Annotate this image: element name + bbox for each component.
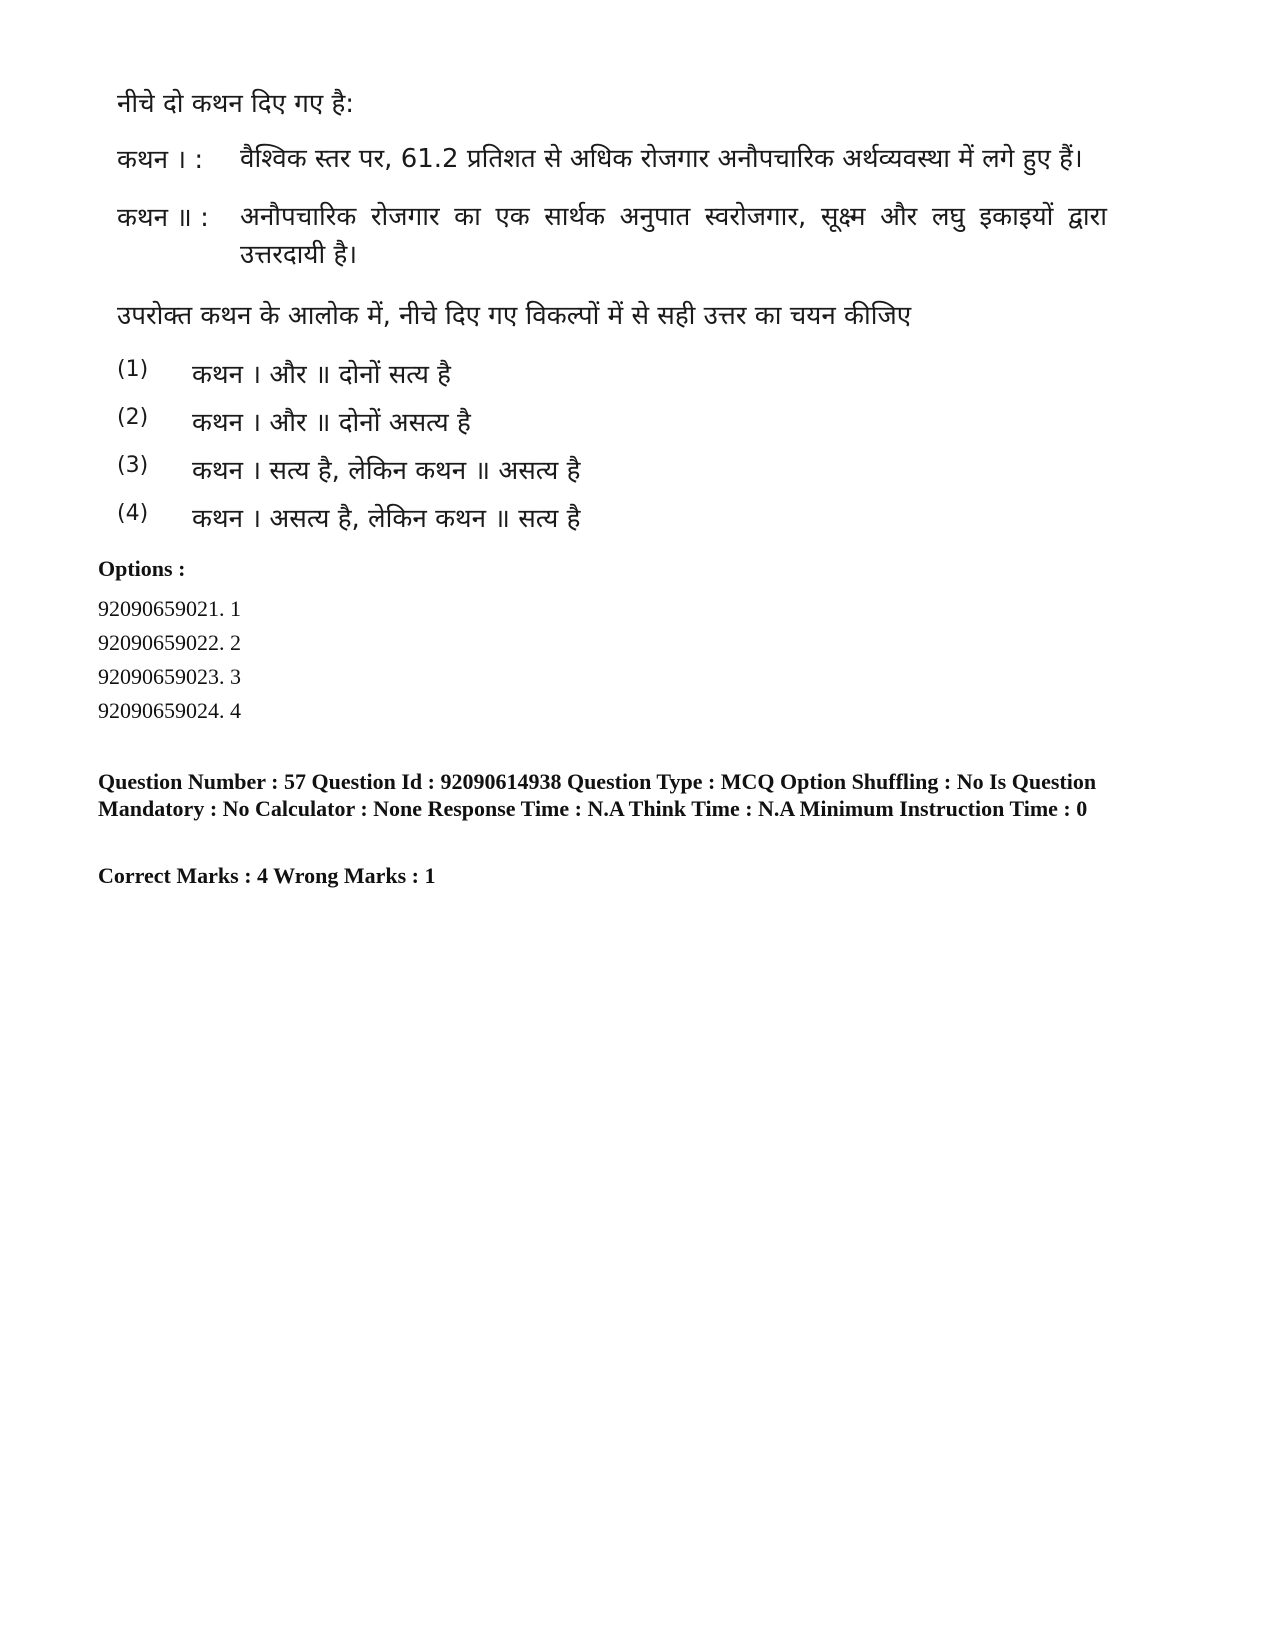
statement-1-text: वैश्विक स्तर पर, 61.2 प्रतिशत से अधिक रोजगार अनौपचारिक अर्थव्यवस्था में लगे हुए हैं। [240, 144, 1083, 174]
choice-4-text: कथन । असत्य है, लेकिन कथन ॥ सत्य है [192, 504, 581, 534]
choice-1-text: कथन । और ॥ दोनों सत्य है [192, 360, 451, 390]
option-item: 92090659021. 1 [98, 596, 241, 621]
question-intro: नीचे दो कथन दिए गए है: [117, 89, 355, 119]
option-item: 92090659024. 4 [98, 698, 241, 723]
option-item: 92090659023. 3 [98, 664, 241, 689]
choice-4-number: (4) [117, 501, 149, 526]
question-prompt: उपरोक्त कथन के आलोक में, नीचे दिए गए विकल्पों में से सही उत्तर का चयन कीजिए [117, 301, 912, 331]
choice-3-number: (3) [117, 453, 149, 478]
statement-2-label: कथन ॥ : [117, 203, 209, 233]
statement-1-label: कथन । : [117, 145, 204, 175]
choice-2-text: कथन । और ॥ दोनों असत्य है [192, 408, 471, 438]
marks-info: Correct Marks : 4 Wrong Marks : 1 [98, 863, 436, 888]
option-item: 92090659022. 2 [98, 630, 241, 655]
options-list [98, 592, 241, 728]
question-info: Question Number : 57 Question Id : 92090614938 Question Type : MCQ Option Shuffling : No Is Question Mandatory : No Calculator : None Response Time : N.A Think Time : N.A Minimum Instruction Time : 0 [98, 769, 1097, 821]
choice-1-number: (1) [117, 357, 149, 382]
choice-3-text: कथन । सत्य है, लेकिन कथन ॥ असत्य है [192, 456, 581, 486]
choice-2-number: (2) [117, 405, 149, 430]
statement-2-text: अनौपचारिक रोजगार का एक सार्थक अनुपात स्वरोजगार, सूक्ष्म और लघु इकाइयों द्वारा उत्तरदायी है। [240, 202, 1107, 270]
options-heading: Options : [98, 556, 186, 581]
